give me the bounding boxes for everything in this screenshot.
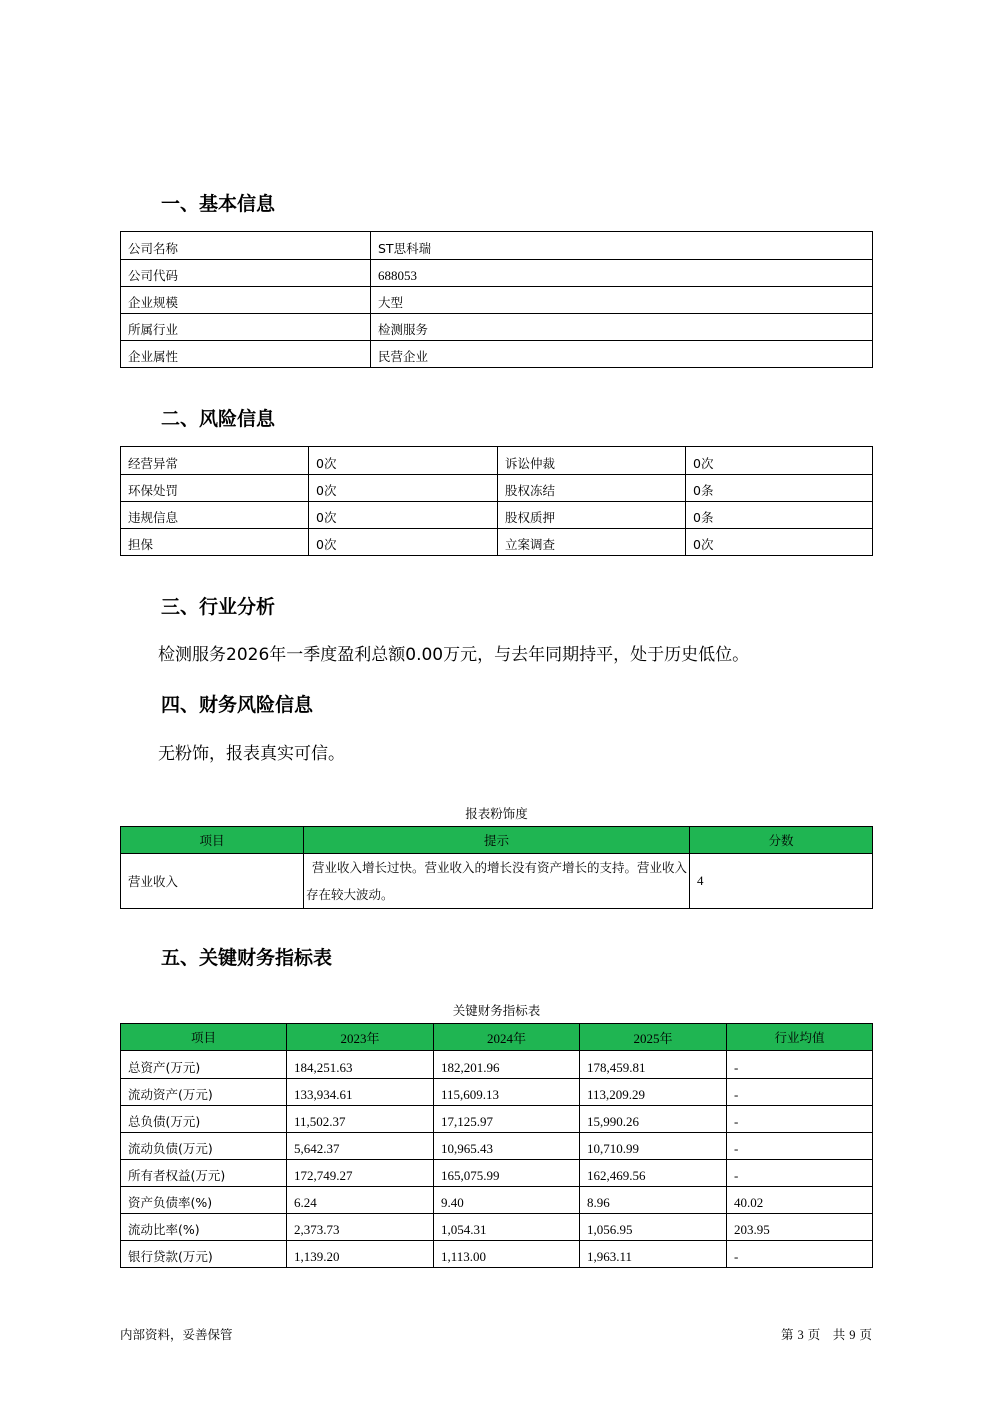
indicator-value: 17,125.97 xyxy=(434,1106,580,1133)
indicator-name: 总资产(万元) xyxy=(121,1051,287,1079)
field-label: 企业属性 xyxy=(121,341,371,368)
field-value: 688053 xyxy=(371,260,873,287)
indicator-value: 40.02 xyxy=(727,1187,873,1214)
table-row xyxy=(121,529,873,556)
kpi-table-title: 关键财务指标表 xyxy=(452,1003,541,1018)
table-row xyxy=(121,1160,873,1187)
embellish-score: 4 xyxy=(690,854,873,909)
table-row xyxy=(121,475,873,502)
table-row xyxy=(121,502,873,529)
indicator-value: - xyxy=(727,1241,873,1268)
header-cell: 提示 xyxy=(304,827,690,854)
risk-value: 0次 xyxy=(309,502,498,529)
table-row xyxy=(121,232,873,260)
indicator-value: 182,201.96 xyxy=(434,1051,580,1079)
indicator-value: 10,710.99 xyxy=(580,1133,727,1160)
footer-page-number xyxy=(781,1325,872,1343)
risk-value: 0次 xyxy=(309,447,498,475)
table-header-row xyxy=(121,827,873,854)
risk-label: 担保 xyxy=(121,529,309,556)
header-cell: 行业均值 xyxy=(727,1024,873,1051)
header-cell: 项目 xyxy=(121,827,304,854)
indicator-value: 172,749.27 xyxy=(287,1160,434,1187)
indicator-value: - xyxy=(727,1106,873,1133)
indicator-value: 162,469.56 xyxy=(580,1160,727,1187)
indicator-value: 6.24 xyxy=(287,1187,434,1214)
page-prefix: 第 xyxy=(781,1327,794,1342)
table-row xyxy=(121,854,873,909)
table-row xyxy=(121,1241,873,1268)
indicator-name: 银行贷款(万元) xyxy=(121,1241,287,1268)
footer-confidential-note: 内部资料，妥善保管 xyxy=(120,1327,233,1342)
header-cell: 分数 xyxy=(690,827,873,854)
indicator-value: 8.96 xyxy=(580,1187,727,1214)
section-title-key-indicators: 五、关键财务指标表 xyxy=(161,947,333,969)
indicator-value: - xyxy=(727,1051,873,1079)
indicator-value: 1,054.31 xyxy=(434,1214,580,1241)
indicator-name: 资产负债率(%) xyxy=(121,1187,287,1214)
indicator-value: 2,373.73 xyxy=(287,1214,434,1241)
indicator-value: 184,251.63 xyxy=(287,1051,434,1079)
section-title-risk-info: 二、风险信息 xyxy=(161,408,276,430)
header-cell: 2024年 xyxy=(434,1024,580,1051)
indicator-value: 178,459.81 xyxy=(580,1051,727,1079)
indicator-value: - xyxy=(727,1079,873,1106)
table-row xyxy=(121,1187,873,1214)
indicator-value: 9.40 xyxy=(434,1187,580,1214)
indicator-value: 1,139.20 xyxy=(287,1241,434,1268)
indicator-value: 1,113.00 xyxy=(434,1241,580,1268)
indicator-value: 115,609.13 xyxy=(434,1079,580,1106)
field-label: 企业规模 xyxy=(121,287,371,314)
indicator-name: 总负债(万元) xyxy=(121,1106,287,1133)
table-header-row xyxy=(121,1024,873,1051)
indicator-name: 流动负债(万元) xyxy=(121,1133,287,1160)
table-row xyxy=(121,314,873,341)
table-row xyxy=(121,1106,873,1133)
risk-label: 诉讼仲裁 xyxy=(498,447,686,475)
field-value: ST思科瑞 xyxy=(371,232,873,260)
current-page: 3 xyxy=(797,1328,804,1342)
risk-value: 0次 xyxy=(686,447,873,475)
section-title-basic-info: 一、基本信息 xyxy=(161,193,276,215)
indicator-name: 流动比率(%) xyxy=(121,1214,287,1241)
risk-value: 0条 xyxy=(686,502,873,529)
field-label: 公司名称 xyxy=(121,232,371,260)
kpi-table xyxy=(120,1023,873,1268)
field-value: 大型 xyxy=(371,287,873,314)
table-row xyxy=(121,1214,873,1241)
indicator-value: 203.95 xyxy=(727,1214,873,1241)
risk-value: 0次 xyxy=(309,475,498,502)
table-row xyxy=(121,260,873,287)
indicator-value: 11,502.37 xyxy=(287,1106,434,1133)
indicator-value: 5,642.37 xyxy=(287,1133,434,1160)
risk-value: 0次 xyxy=(309,529,498,556)
indicator-value: - xyxy=(727,1160,873,1187)
indicator-value: 165,075.99 xyxy=(434,1160,580,1187)
field-value: 检测服务 xyxy=(371,314,873,341)
field-value: 民营企业 xyxy=(371,341,873,368)
industry-analysis-text: 检测服务2026年一季度盈利总额0.00万元，与去年同期持平，处于历史低位。 xyxy=(158,645,750,665)
table-row xyxy=(121,447,873,475)
risk-label: 股权质押 xyxy=(498,502,686,529)
embellish-item: 营业收入 xyxy=(121,854,304,909)
page-mid: 页 共 xyxy=(807,1327,846,1342)
risk-label: 违规信息 xyxy=(121,502,309,529)
field-label: 公司代码 xyxy=(121,260,371,287)
risk-value: 0次 xyxy=(686,529,873,556)
indicator-value: 113,209.29 xyxy=(580,1079,727,1106)
header-cell: 2025年 xyxy=(580,1024,727,1051)
page-suffix: 页 xyxy=(859,1327,872,1342)
table-row xyxy=(121,341,873,368)
header-cell: 2023年 xyxy=(287,1024,434,1051)
risk-label: 环保处罚 xyxy=(121,475,309,502)
risk-info-table xyxy=(120,446,873,556)
section-title-industry-analysis: 三、行业分析 xyxy=(161,596,276,618)
indicator-value: 1,056.95 xyxy=(580,1214,727,1241)
embellish-table xyxy=(120,826,873,909)
basic-info-table xyxy=(120,231,873,368)
indicator-value: 15,990.26 xyxy=(580,1106,727,1133)
risk-label: 股权冻结 xyxy=(498,475,686,502)
indicator-value: 133,934.61 xyxy=(287,1079,434,1106)
total-pages: 9 xyxy=(849,1328,856,1342)
risk-label: 立案调查 xyxy=(498,529,686,556)
risk-value: 0条 xyxy=(686,475,873,502)
table-row xyxy=(121,287,873,314)
indicator-name: 所有者权益(万元) xyxy=(121,1160,287,1187)
indicator-value: 10,965.43 xyxy=(434,1133,580,1160)
risk-label: 经营异常 xyxy=(121,447,309,475)
table-row xyxy=(121,1133,873,1160)
section-title-financial-risk: 四、财务风险信息 xyxy=(161,694,314,716)
field-label: 所属行业 xyxy=(121,314,371,341)
indicator-name: 流动资产(万元) xyxy=(121,1079,287,1106)
table-row xyxy=(121,1079,873,1106)
embellish-table-title: 报表粉饰度 xyxy=(465,806,528,821)
financial-risk-text: 无粉饰，报表真实可信。 xyxy=(158,744,345,764)
header-cell: 项目 xyxy=(121,1024,287,1051)
indicator-value: 1,963.11 xyxy=(580,1241,727,1268)
embellish-hint: 营业收入增长过快。营业收入的增长没有资产增长的支持。营业收入存在较大波动。 xyxy=(304,854,690,909)
table-row xyxy=(121,1051,873,1079)
indicator-value: - xyxy=(727,1133,873,1160)
